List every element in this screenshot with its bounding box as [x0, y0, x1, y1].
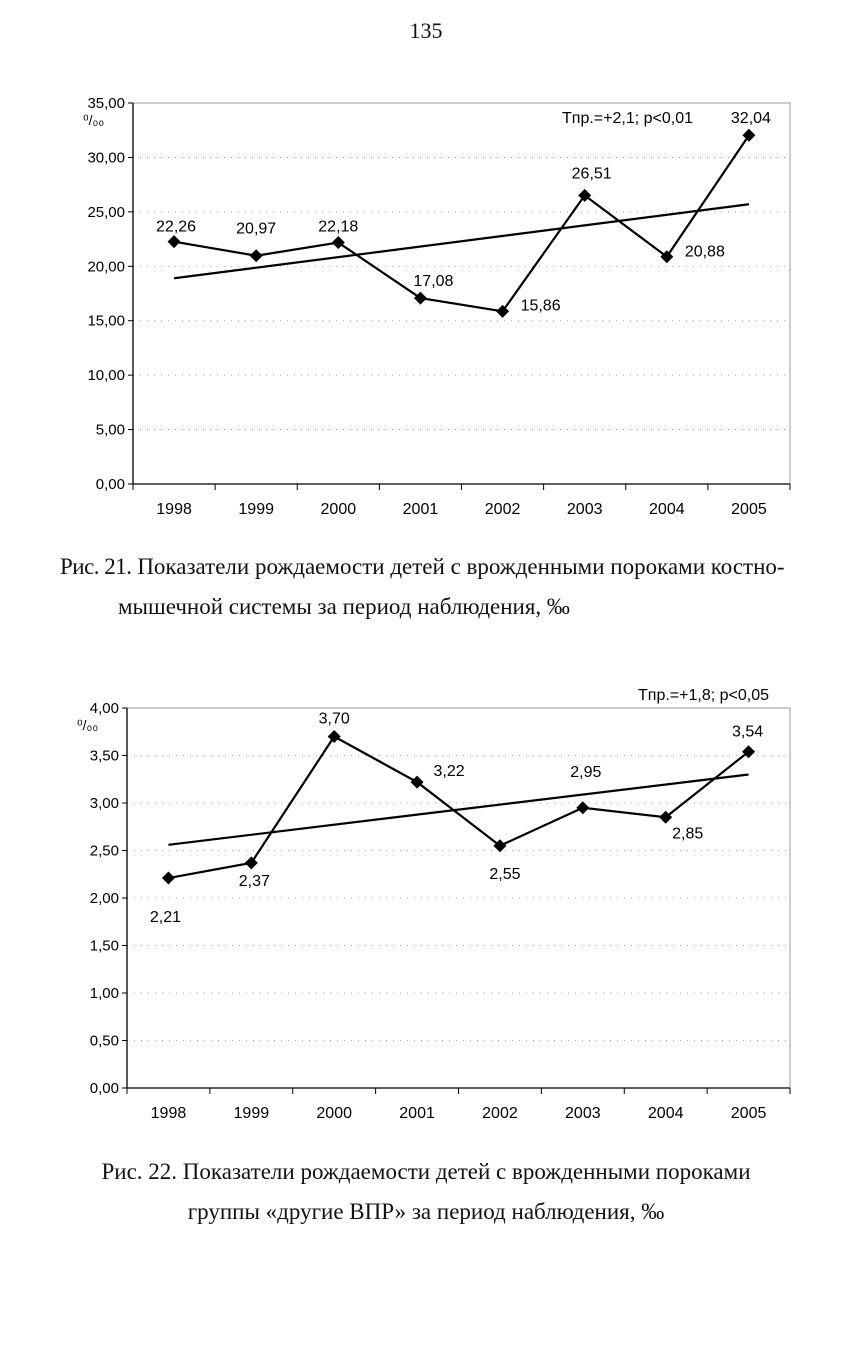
data-label: 2,85	[672, 825, 704, 843]
data-label: 22,26	[156, 218, 197, 236]
series-line	[168, 737, 748, 879]
data-label: 26,51	[571, 165, 612, 183]
y-tick-label: 3,50	[89, 747, 119, 765]
chart-other-congenital-anomalies	[0, 660, 852, 1140]
page-number: 135	[409, 18, 443, 43]
data-point-marker	[250, 249, 263, 262]
y-tick-label: 0,00	[95, 476, 125, 493]
data-point-marker	[576, 801, 589, 814]
figure-22-caption	[0, 1152, 852, 1232]
x-tick-label: 2003	[565, 1105, 601, 1122]
data-label: 20,88	[684, 243, 725, 261]
data-label: 2,95	[570, 763, 602, 781]
data-label: 20,97	[236, 220, 277, 238]
y-tick-label: 1,50	[89, 937, 119, 955]
trend-line	[168, 775, 748, 845]
y-tick-label: 5,00	[95, 421, 125, 439]
y-tick-label: 10,00	[87, 367, 125, 385]
y-tick-label: 0,00	[89, 1080, 119, 1097]
x-tick-label: 2004	[649, 501, 685, 518]
data-label: 2,21	[149, 909, 182, 927]
figure-21-caption-line2: мышечной системы за период наблюдения, ‰	[118, 594, 570, 619]
x-tick-label: 2002	[482, 1105, 518, 1122]
y-axis-unit-label: ⁰/₀₀	[83, 112, 105, 128]
plot-area	[133, 103, 790, 484]
y-axis-unit-label: ⁰/₀₀	[77, 717, 99, 733]
trend-annotation: Tпр.=+2,1; р<0,01	[562, 110, 693, 127]
data-point-marker	[414, 292, 427, 305]
x-tick-label: 2004	[647, 1105, 684, 1122]
data-point-marker	[162, 872, 175, 885]
data-label: 15,86	[520, 297, 561, 315]
y-tick-label: 20,00	[87, 258, 125, 276]
y-tick-label: 15,00	[87, 312, 125, 330]
figure-21-caption	[60, 547, 785, 627]
x-tick-label: 2005	[731, 501, 767, 518]
x-tick-label: 1998	[150, 1105, 187, 1122]
x-tick-label: 2000	[320, 501, 357, 518]
data-point-marker	[328, 730, 341, 743]
data-label: 3,22	[433, 763, 465, 781]
data-label: 32,04	[730, 110, 771, 128]
data-label: 22,18	[318, 218, 359, 236]
x-tick-label: 2005	[730, 1105, 767, 1122]
data-point-marker	[332, 236, 345, 249]
x-tick-label: 2002	[484, 501, 521, 518]
y-tick-label: 4,00	[89, 700, 119, 717]
data-label: 3,70	[318, 710, 350, 728]
data-label: 2,55	[489, 865, 521, 883]
trend-line	[174, 204, 749, 278]
x-tick-label: 1999	[233, 1105, 270, 1122]
chart-congenital-musculoskeletal	[0, 0, 852, 530]
x-tick-label: 2001	[402, 501, 439, 518]
data-label: 2,37	[238, 872, 270, 890]
y-tick-label: 1,00	[89, 985, 119, 1002]
x-tick-label: 2000	[316, 1105, 352, 1122]
x-tick-label: 1998	[156, 501, 192, 518]
y-tick-label: 25,00	[87, 203, 125, 221]
data-point-marker	[245, 856, 258, 869]
data-point-marker	[168, 235, 181, 248]
y-tick-label: 3,00	[89, 795, 119, 812]
y-tick-label: 35,00	[87, 95, 125, 112]
data-point-marker	[742, 129, 755, 142]
y-tick-label: 2,50	[89, 842, 119, 860]
trend-annotation: Tпр.=+1,8; р<0,05	[638, 687, 769, 704]
x-tick-label: 2001	[399, 1105, 435, 1122]
y-tick-label: 2,00	[89, 890, 119, 907]
figure-21-label: Рис. 21.	[60, 554, 132, 579]
data-label: 17,08	[413, 273, 454, 291]
y-tick-label: 0,50	[89, 1032, 119, 1050]
figure-22-caption-line1: Рис. 22. Показатели рождаемости детей с врожденными пороками	[101, 1159, 751, 1184]
data-label: 3,54	[731, 723, 764, 741]
figure-21-caption-line1: Показатели рождаемости детей с врожденными пороками костно-	[137, 554, 785, 579]
x-tick-label: 1999	[238, 501, 274, 518]
x-tick-label: 2003	[566, 501, 603, 518]
y-tick-label: 30,00	[87, 149, 125, 167]
figure-22-caption-line2: группы «другие ВПР» за период наблюдения, ‰	[187, 1199, 665, 1224]
